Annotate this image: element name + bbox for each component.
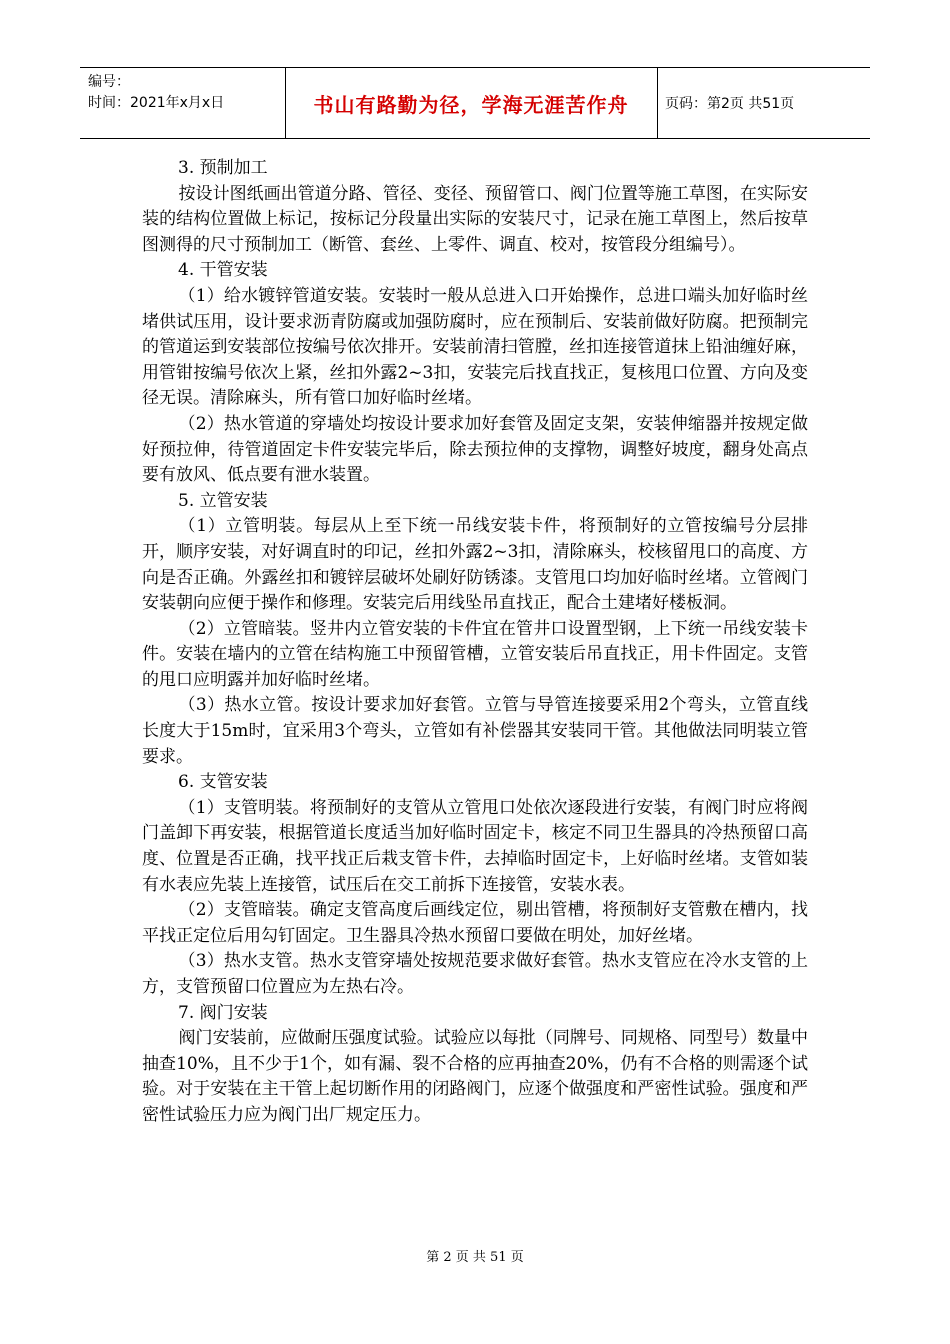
paragraph: 按设计图纸画出管道分路、管径、变径、预留管口、阀门位置等施工草图，在实际安装的结构位置做上标记，按标记分段量出实际的安装尺寸，记录在施工草图上，然后按草图测得的尺寸预制加工（断管、套丝、上零件、调直、校对，按管段分组编号）。 [142, 183, 808, 255]
section-heading: 6. 支管安装 [178, 772, 268, 793]
page-header [80, 67, 870, 139]
page-footer: 第 2 页 共 51 页 [426, 1250, 524, 1265]
section-3 [142, 156, 808, 258]
paragraph: （3）热水支管。热水支管穿墙处按规范要求做好套管。热水支管应在冷水支管的上方，支管预留口位置应为左热右冷。 [142, 951, 808, 997]
header-divider-right [657, 68, 658, 138]
paragraph: （2）支管暗装。确定支管高度后画线定位，剔出管槽，将预制好支管敷在槽内，找平找正定位后用勾钉固定。卫生器具冷热水预留口要做在明处，加好丝堵。 [142, 900, 808, 946]
header-meta [88, 72, 283, 114]
paragraph: （2）立管暗装。竖井内立管安装的卡件宜在管井口设置型钢，上下统一吊线安装卡件。安装在墙内的立管在结构施工中预留管槽，立管安装后吊直找正，用卡件固定。支管的甩口应明露并加好临时丝堵。 [142, 618, 808, 690]
section-heading: 7. 阀门安装 [178, 1002, 268, 1023]
paragraph: （1）给水镀锌管道安装。安装时一般从总进入口开始操作，总进口端头加好临时丝堵供试压用，设计要求沥青防腐或加强防腐时，应在预制后、安装前做好防腐。把预制完的管道运到安装部位按编号依次排开。安装前清扫管膛，丝扣连接管道抹上铅油缠好麻，用管钳按编号依次上紧，丝扣外露2~3扣，安装完后找直找正，复核甩口位置、方向及变径无误。清除麻头，所有管口加好临时丝堵。 [142, 285, 808, 409]
header-page-info: 页码：第2页 共51页 [665, 96, 795, 112]
section-4 [142, 258, 808, 488]
header-time: 时间：2021年x月x日 [88, 95, 225, 111]
paragraph: （1）立管明装。每层从上至下统一吊线安装卡件，将预制好的立管按编号分层排开，顺序安装，对好调直时的印记，丝扣外露2~3扣，清除麻头，校核留甩口的高度、方向是否正确。外露丝扣和镀锌层破坏处刷好防锈漆。支管甩口均加好临时丝堵。立管阀门安装朝向应便于操作和修理。安装完后用线坠吊直找正，配合土建堵好楼板洞。 [142, 516, 808, 614]
header-number: 编号： [88, 74, 130, 90]
section-heading: 5. 立管安装 [178, 490, 268, 511]
paragraph: 阀门安装前，应做耐压强度试验。试验应以每批（同牌号、同规格、同型号）数量中抽查10%，且不少于1个，如有漏、裂不合格的应再抽查20%，仍有不合格的则需逐个试验。对于安装在主干管上起切断作用的闭路阀门，应逐个做强度和严密性试验。强度和严密性试验压力应为阀门出厂规定压力。 [142, 1028, 808, 1125]
section-5 [142, 489, 808, 771]
document-body [142, 156, 808, 1129]
section-7 [142, 1001, 808, 1129]
header-motto: 书山有路勤为径，学海无涯苦作舟 [313, 92, 629, 117]
section-heading: 4. 干管安装 [178, 260, 268, 281]
section-heading: 3. 预制加工 [178, 158, 268, 178]
paragraph: （2）热水管道的穿墙处均按设计要求加好套管及固定支架，安装伸缩器并按规定做好预拉伸，待管道固定卡件安装完毕后，除去预拉伸的支撑物，调整好坡度，翻身处高点要有放风、低点要有泄水装置。 [142, 413, 808, 486]
paragraph: （3）热水立管。按设计要求加好套管。立管与导管连接要采用2个弯头，立管直线长度大于15m时，宜采用3个弯头，立管如有补偿器其安装同干管。其他做法同明装立管要求。 [142, 695, 808, 767]
section-6 [142, 770, 808, 1000]
paragraph: （1）支管明装。将预制好的支管从立管甩口处依次逐段进行安装，有阀门时应将阀门盖卸下再安装，根据管道长度适当加好临时固定卡，核定不同卫生器具的冷热预留口高度、位置是否正确，找平找正后栽支管卡件，去掉临时固定卡，上好临时丝堵。支管如装有水表应先装上连接管，试压后在交工前拆下连接管，安装水表。 [142, 797, 808, 895]
